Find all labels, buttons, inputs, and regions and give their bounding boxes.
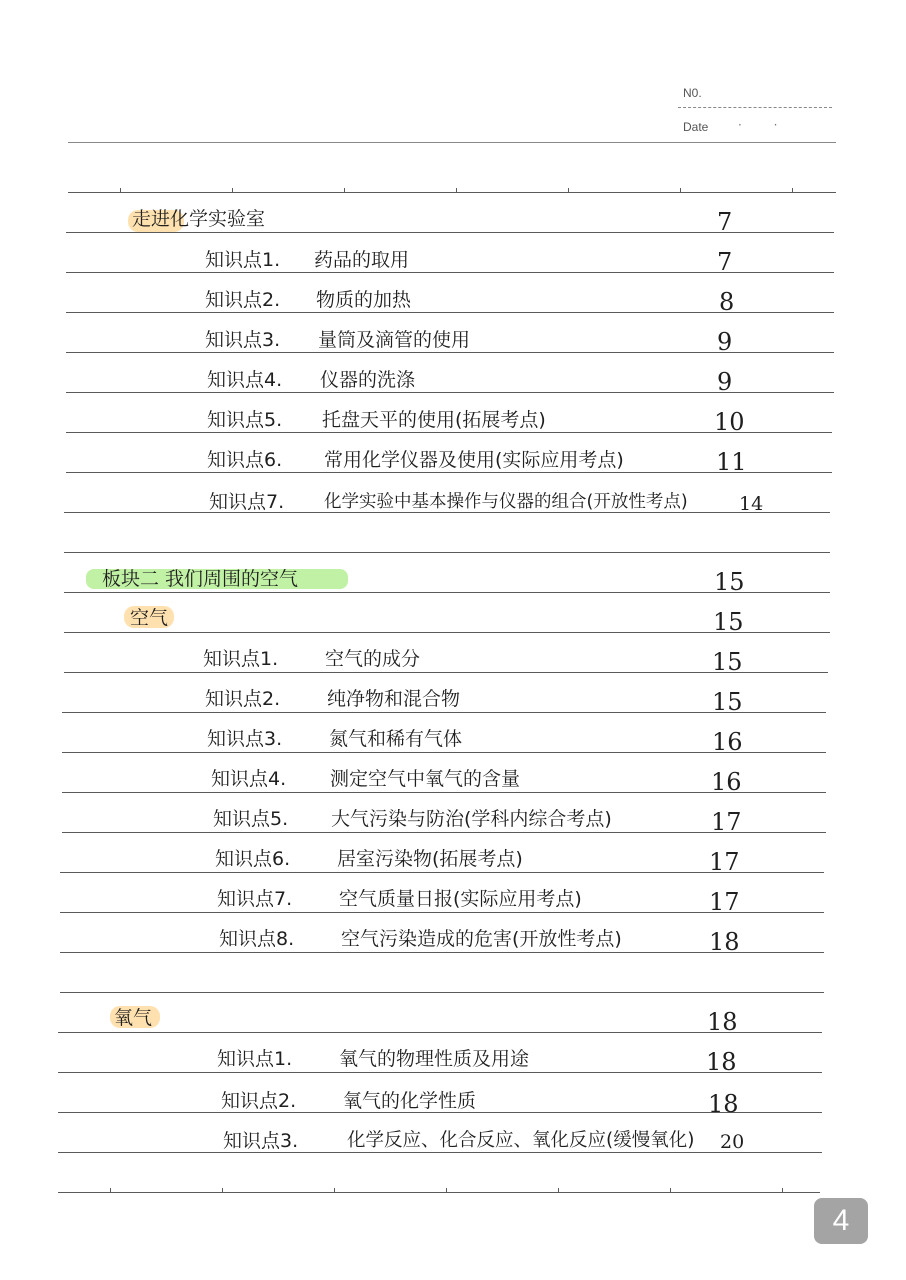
tick-mark [792,188,793,193]
toc-item-page: 15 [712,688,743,716]
toc-item-label: 知识点2. [205,289,281,311]
section-title: 走进化学实验室 [132,208,266,230]
tick-mark [120,188,121,193]
toc-item-text: 托盘天平的使用(拓展考点) [322,409,546,431]
ruled-line [68,192,836,193]
toc-item-page: 11 [716,448,747,476]
toc-item-label: 知识点1. [205,249,281,271]
toc-item-page: 8 [719,288,735,316]
toc-item-page: 17 [711,808,742,836]
toc-item-label: 知识点2. [205,688,281,710]
toc-item-text: 纯净物和混合物 [327,688,461,710]
toc-item-text: 化学实验中基本操作与仪器的组合(开放性考点) [324,492,688,512]
header-date-label: Date [683,120,709,134]
toc-item-page: 18 [709,928,740,956]
toc-item-label: 知识点8. [219,928,295,950]
toc-item-page: 18 [706,1048,737,1076]
toc-item-label: 知识点1. [203,648,279,670]
toc-item-label: 知识点6. [207,449,283,471]
section-page: 18 [707,1008,738,1036]
toc-item-label: 知识点6. [215,848,291,870]
toc-item-text: 常用化学仪器及使用(实际应用考点) [324,449,624,471]
toc-item-page: 10 [714,408,745,436]
toc-item-label: 知识点4. [207,369,283,391]
toc-item-page: 14 [739,493,764,515]
toc-item-label: 知识点1. [217,1048,293,1070]
tick-mark [456,188,457,193]
toc-item-text: 仪器的洗涤 [320,369,416,391]
toc-item-label: 知识点5. [207,409,283,431]
tick-mark [782,1188,783,1193]
toc-item-page: 16 [712,728,743,756]
toc-item-text: 空气质量日报(实际应用考点) [339,888,582,910]
tick-mark [344,188,345,193]
ruled-line [58,1192,820,1193]
toc-item-text: 居室污染物(拓展考点) [337,848,523,870]
tick-mark [222,1188,223,1193]
toc-item-page: 9 [717,328,733,356]
tick-mark [568,188,569,193]
toc-item-page: 17 [709,848,740,876]
tick-mark [558,1188,559,1193]
ruled-line [64,552,830,553]
toc-item-text: 量筒及滴管的使用 [318,329,471,351]
toc-item-text: 空气的成分 [325,648,421,670]
toc-item-page: 7 [717,248,733,276]
toc-item-label: 知识点7. [209,491,285,513]
toc-item-page: 15 [712,648,743,676]
toc-item-page: 9 [717,368,733,396]
tick-mark [680,188,681,193]
ruled-line [60,992,824,993]
block-title: 板块二 我们周围的空气 [102,568,299,590]
toc-item-label: 知识点2. [221,1090,297,1112]
page-number-badge: 4 [814,1198,868,1244]
header-dash-line [678,107,832,108]
tick-mark [110,1188,111,1193]
section-title: 空气 [130,607,169,629]
toc-item-label: 知识点3. [205,329,281,351]
toc-item-text: 药品的取用 [314,249,410,271]
tick-mark [446,1188,447,1193]
toc-item-text: 氧气的物理性质及用途 [339,1048,530,1070]
header-date-dots: · · [738,118,792,132]
toc-item-label: 知识点7. [217,888,293,910]
section-title: 氧气 [114,1007,153,1029]
toc-item-text: 空气污染造成的危害(开放性考点) [341,928,622,950]
toc-item-label: 知识点3. [207,728,283,750]
section-page: 15 [713,608,744,636]
section-page: 7 [717,208,733,236]
toc-item-text: 氧气的化学性质 [343,1090,477,1112]
tick-mark [232,188,233,193]
toc-item-label: 知识点4. [211,768,287,790]
header-no-label: N0. [683,86,702,100]
block-page: 15 [714,568,745,596]
toc-item-label: 知识点3. [223,1130,299,1152]
toc-item-text: 化学反应、化合反应、氧化反应(缓慢氧化) [347,1130,695,1151]
toc-item-page: 18 [708,1090,739,1118]
toc-item-page: 20 [720,1131,745,1153]
tick-mark [334,1188,335,1193]
toc-item-label: 知识点5. [213,808,289,830]
toc-item-page: 16 [711,768,742,796]
tick-mark [670,1188,671,1193]
header-divider [68,142,836,143]
toc-item-text: 物质的加热 [316,289,412,311]
toc-item-text: 测定空气中氧气的含量 [330,768,521,790]
toc-item-page: 17 [709,888,740,916]
toc-item-text: 氮气和稀有气体 [329,728,463,750]
toc-item-text: 大气污染与防治(学科内综合考点) [331,808,612,830]
